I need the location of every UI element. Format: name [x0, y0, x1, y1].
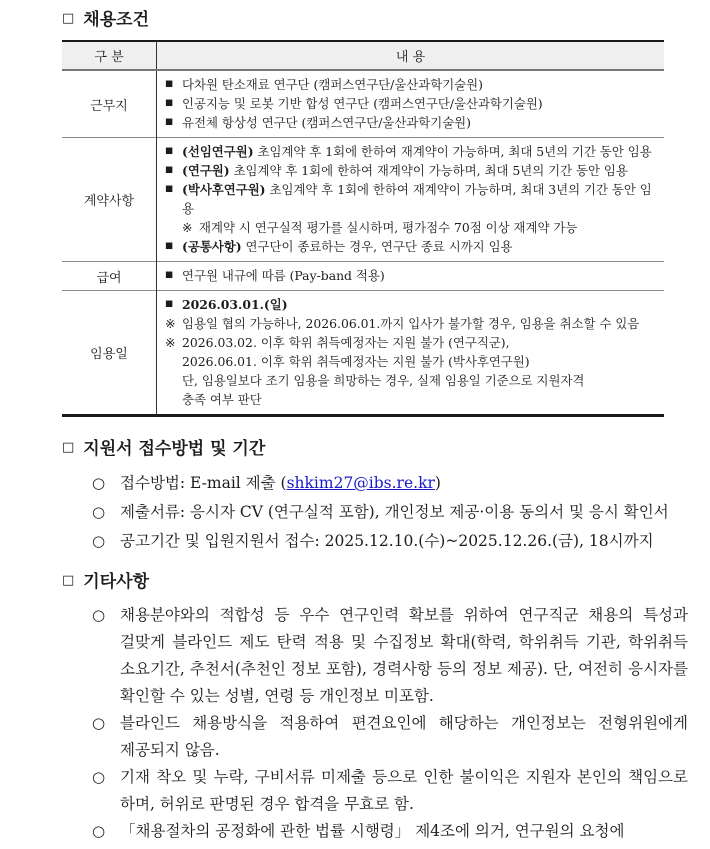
conditions-table — [62, 40, 664, 417]
col-header-content: 내 용 — [157, 41, 665, 70]
square-marker-icon: □ — [62, 440, 75, 455]
table-line — [165, 266, 660, 285]
circle-bullet-icon: ○ — [92, 532, 106, 550]
heading-application-method-text: 지원서 접수방법 및 기간 — [83, 439, 266, 459]
text-segment: 2026.03.01.(일) — [182, 297, 288, 312]
other-matters-item — [62, 602, 688, 710]
line-text — [182, 237, 660, 256]
text-segment: 2026.03.02. 이후 학위 취득예정자는 지원 불가 (연구직군), — [182, 335, 510, 350]
text-segment: (공통사항) — [182, 239, 242, 254]
table-line — [165, 333, 660, 352]
square-bullet-icon: ■ — [165, 146, 174, 156]
text-segment: 채용분야와의 적합성 등 우수 연구인력 확보를 위하여 연구직군 채용의 특성과 걸맞게 블라인드 제도 탄력 적용 및 수집정보 확대(학력, 학위취득 기관, 학위취득 소요기간, 추천서(추천인 정보 포함), 경력사항 등의 정보 제공). 단, 여전히 응시자를 확인할 수 있는 성별, 연령 등 개인정보 미포함. — [120, 606, 688, 705]
email-link[interactable]: shkim27@ibs.re.kr — [286, 474, 435, 492]
table-line — [165, 94, 660, 113]
row-content-contract — [157, 138, 665, 262]
text-segment: 유전체 항상성 연구단 (캠퍼스연구단/울산과학기술원) — [182, 115, 471, 130]
text-segment: 다차원 탄소재료 연구단 (캠퍼스연구단/울산과학기술원) — [182, 77, 483, 92]
line-text — [199, 218, 660, 237]
line-text — [182, 266, 660, 285]
text-segment: 인공지능 및 로봇 기반 합성 연구단 (캠퍼스연구단/울산과학기술원) — [182, 96, 543, 111]
text-segment: 제출서류: 응시자 CV (연구실적 포함), 개인정보 제공·이용 동의서 및 응시 확인서 — [120, 503, 669, 521]
line-text — [182, 142, 660, 161]
text-segment: 임용일 협의 가능하나, 2026.06.01.까지 입사가 불가할 경우, 임용을 취소할 수 있음 — [182, 316, 640, 331]
line-text — [182, 314, 660, 333]
circle-bullet-icon: ○ — [92, 768, 106, 786]
table-line — [165, 314, 660, 333]
row-label-salary: 급여 — [62, 262, 157, 291]
line-text — [182, 333, 660, 352]
heading-application-method — [62, 437, 688, 461]
square-marker-icon: □ — [62, 11, 75, 26]
row-label-workplace: 근무지 — [62, 70, 157, 138]
heading-employment-conditions — [62, 8, 688, 32]
other-matters-item — [62, 818, 688, 845]
square-bullet-icon: ■ — [165, 117, 174, 127]
reference-mark-icon: ※ — [182, 220, 193, 235]
table-row-start-date — [62, 291, 664, 416]
line-text — [182, 390, 660, 409]
application-items-list — [62, 469, 688, 556]
text-segment: 연구단이 종료하는 경우, 연구단 종료 시까지 임용 — [241, 239, 513, 254]
application-item — [62, 469, 688, 498]
other-matters-item-text — [120, 764, 688, 818]
table-line — [182, 352, 660, 371]
application-item-text — [120, 469, 688, 498]
reference-mark-icon: ※ — [165, 335, 176, 350]
table-header-row — [62, 41, 664, 70]
line-text — [182, 371, 660, 390]
application-item — [62, 527, 688, 556]
table-line — [165, 142, 660, 161]
heading-other-matters-text: 기타사항 — [83, 572, 149, 592]
row-label-contract: 계약사항 — [62, 138, 157, 262]
heading-employment-conditions-text: 채용조건 — [83, 10, 149, 30]
row-content-start-date — [157, 291, 665, 416]
square-bullet-icon: ■ — [165, 184, 174, 194]
text-segment: 충족 여부 판단 — [182, 392, 262, 407]
table-line — [182, 371, 660, 390]
text-segment: 단, 임용일보다 조기 임용을 희망하는 경우, 실제 임용일 기준으로 지원자격 — [182, 373, 585, 388]
table-line — [165, 75, 660, 94]
text-segment: 접수방법: E-mail 제출 ( — [120, 474, 287, 492]
circle-bullet-icon: ○ — [92, 714, 106, 732]
row-content-salary — [157, 262, 665, 291]
line-text — [182, 113, 660, 132]
text-segment: (연구원) — [182, 163, 230, 178]
heading-other-matters — [62, 570, 688, 594]
text-segment: 재계약 시 연구실적 평가를 실시하며, 평가점수 70점 이상 재계약 가능 — [199, 220, 578, 235]
other-matters-item — [62, 764, 688, 818]
square-marker-icon: □ — [62, 573, 75, 588]
square-bullet-icon: ■ — [165, 299, 174, 309]
table-line — [182, 218, 660, 237]
conditions-table-head — [62, 41, 664, 70]
text-segment: 연구원 내규에 따름 (Pay-band 적용) — [182, 268, 385, 283]
application-item — [62, 498, 688, 527]
text-segment: 초임계약 후 1회에 한하여 재계약이 가능하며, 최대 5년의 기간 동안 임용 — [229, 163, 628, 178]
text-segment: 「채용절차의 공정화에 관한 법률 시행령」 제4조에 의거, 연구원의 요청에 — [120, 822, 625, 840]
application-item-text — [120, 527, 688, 556]
table-line — [165, 113, 660, 132]
circle-bullet-icon: ○ — [92, 822, 106, 840]
square-bullet-icon: ■ — [165, 79, 174, 89]
col-header-category: 구 분 — [62, 41, 157, 70]
circle-bullet-icon: ○ — [92, 474, 106, 492]
text-segment: 블라인드 채용방식을 적용하여 편견요인에 해당하는 개인정보는 전형위원에게 제공되지 않음. — [120, 714, 688, 759]
table-row-workplace — [62, 70, 664, 138]
table-line — [165, 237, 660, 256]
reference-mark-icon: ※ — [165, 316, 176, 331]
circle-bullet-icon: ○ — [92, 503, 106, 521]
other-matters-items-list — [62, 602, 688, 845]
other-matters-item-text — [120, 710, 688, 764]
text-segment: (박사후연구원) — [182, 182, 266, 197]
line-text — [182, 75, 660, 94]
square-bullet-icon: ■ — [165, 270, 174, 280]
row-content-workplace — [157, 70, 665, 138]
line-text — [182, 295, 660, 314]
table-row-contract — [62, 138, 664, 262]
line-text — [182, 94, 660, 113]
circle-bullet-icon: ○ — [92, 606, 106, 624]
text-segment: 초임계약 후 1회에 한하여 재계약이 가능하며, 최대 5년의 기간 동안 임용 — [253, 144, 652, 159]
text-segment: 2026.06.01. 이후 학위 취득예정자는 지원 불가 (박사후연구원) — [182, 354, 530, 369]
table-row-salary — [62, 262, 664, 291]
table-line — [165, 295, 660, 314]
square-bullet-icon: ■ — [165, 98, 174, 108]
text-segment: (선임연구원) — [182, 144, 254, 159]
square-bullet-icon: ■ — [165, 165, 174, 175]
other-matters-item-text — [120, 602, 688, 710]
other-matters-item — [62, 710, 688, 764]
square-bullet-icon: ■ — [165, 241, 174, 251]
table-line — [165, 180, 660, 218]
table-line — [165, 161, 660, 180]
line-text — [182, 180, 660, 218]
text-segment: 공고기간 및 입원지원서 접수: 2025.12.10.(수)~2025.12.26.(금), 18시까지 — [120, 532, 654, 550]
other-matters-item-text — [120, 818, 688, 845]
application-item-text — [120, 498, 688, 527]
line-text — [182, 161, 660, 180]
row-label-start-date: 임용일 — [62, 291, 157, 416]
line-text — [182, 352, 660, 371]
conditions-table-body — [62, 70, 664, 416]
text-segment: 초임계약 후 1회에 한하여 재계약이 가능하며, 최대 3년의 기간 동안 임용 — [182, 182, 652, 216]
text-segment: 기재 착오 및 누락, 구비서류 미제출 등으로 인한 불이익은 지원자 본인의 책임으로 하며, 허위로 판명된 경우 합격을 무효로 함. — [120, 768, 688, 813]
table-line — [182, 390, 660, 409]
text-segment: ) — [434, 474, 441, 492]
